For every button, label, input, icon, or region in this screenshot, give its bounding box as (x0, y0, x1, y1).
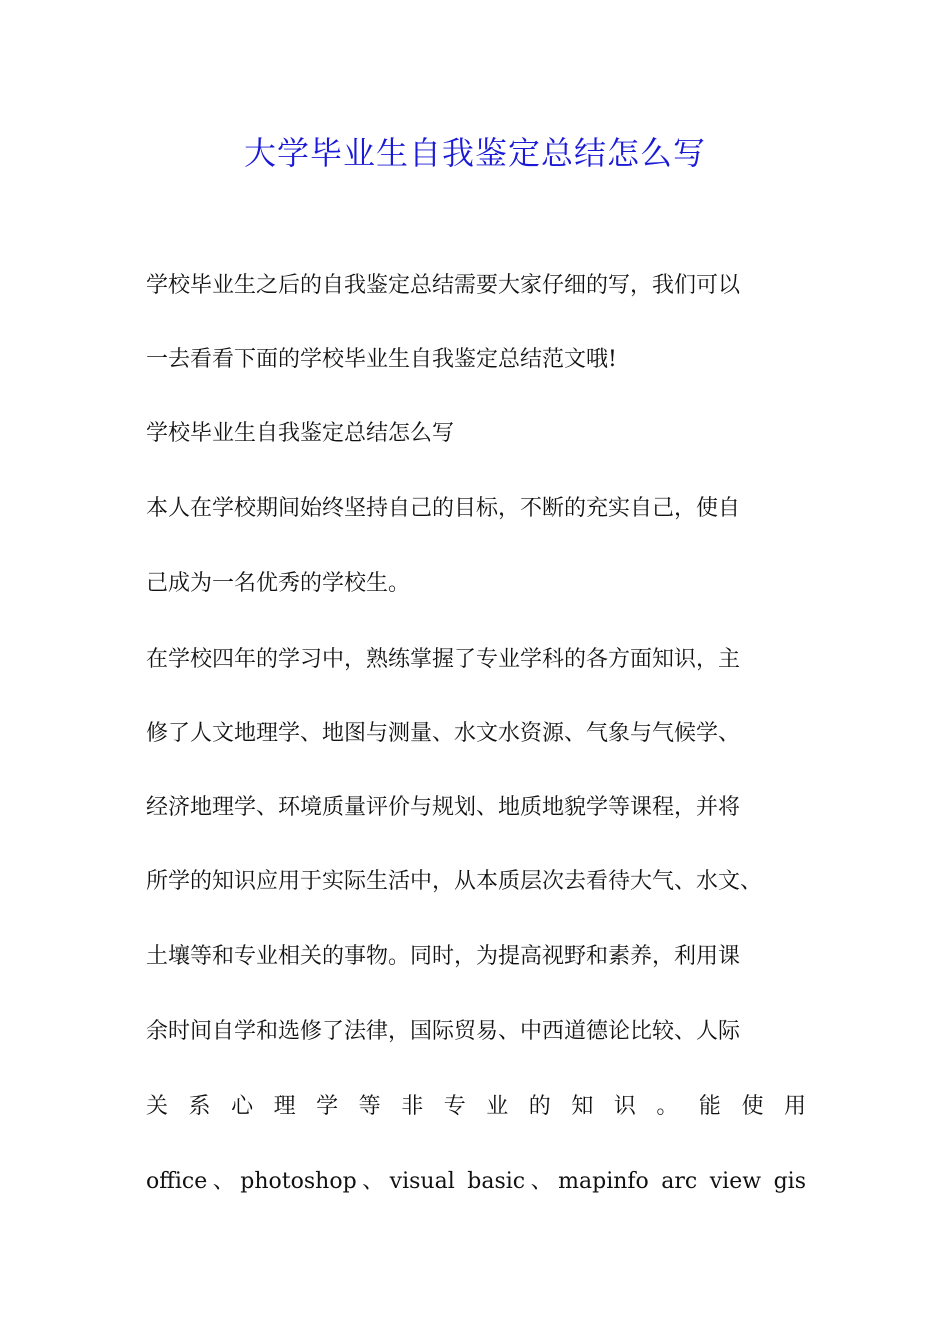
paragraph-line: 己成为一名优秀的学校生。 (146, 571, 411, 596)
paragraph-line: 一去看看下面的学校毕业生自我鉴定总结范文哦! (146, 347, 617, 372)
paragraph-line: 学校毕业生之后的自我鉴定总结需要大家仔细的写，我们可以 (146, 273, 741, 298)
document-title: 大学毕业生自我鉴定总结怎么写 (243, 134, 706, 172)
paragraph-line: 在学校四年的学习中，熟练掌握了专业学科的各方面知识，主 (146, 647, 741, 672)
paragraph-line: 本人在学校期间始终坚持自己的目标，不断的充实自己，使自 (146, 496, 741, 521)
paragraph-line: 关 系 心 理 学 等 非 专 业 的 知 识 。 能 使 用 (146, 1094, 806, 1119)
paragraph-line: 土壤等和专业相关的事物。同时，为提高视野和素养，利用课 (146, 944, 741, 969)
paragraph-line: office、photoshop、visual basic、mapinfo arc view gis (146, 1169, 806, 1194)
paragraph-line: 所学的知识应用于实际生活中，从本质层次去看待大气、水文、 (146, 869, 763, 894)
paragraph-line: 余时间自学和选修了法律，国际贸易、中西道德论比较、人际 (146, 1019, 741, 1044)
paragraph-line: 修了人文地理学、地图与测量、水文水资源、气象与气候学、 (146, 721, 741, 746)
paragraph-line: 经济地理学、环境质量评价与规划、地质地貌学等课程，并将 (146, 795, 741, 820)
paragraph-line: 学校毕业生自我鉴定总结怎么写 (146, 421, 455, 446)
